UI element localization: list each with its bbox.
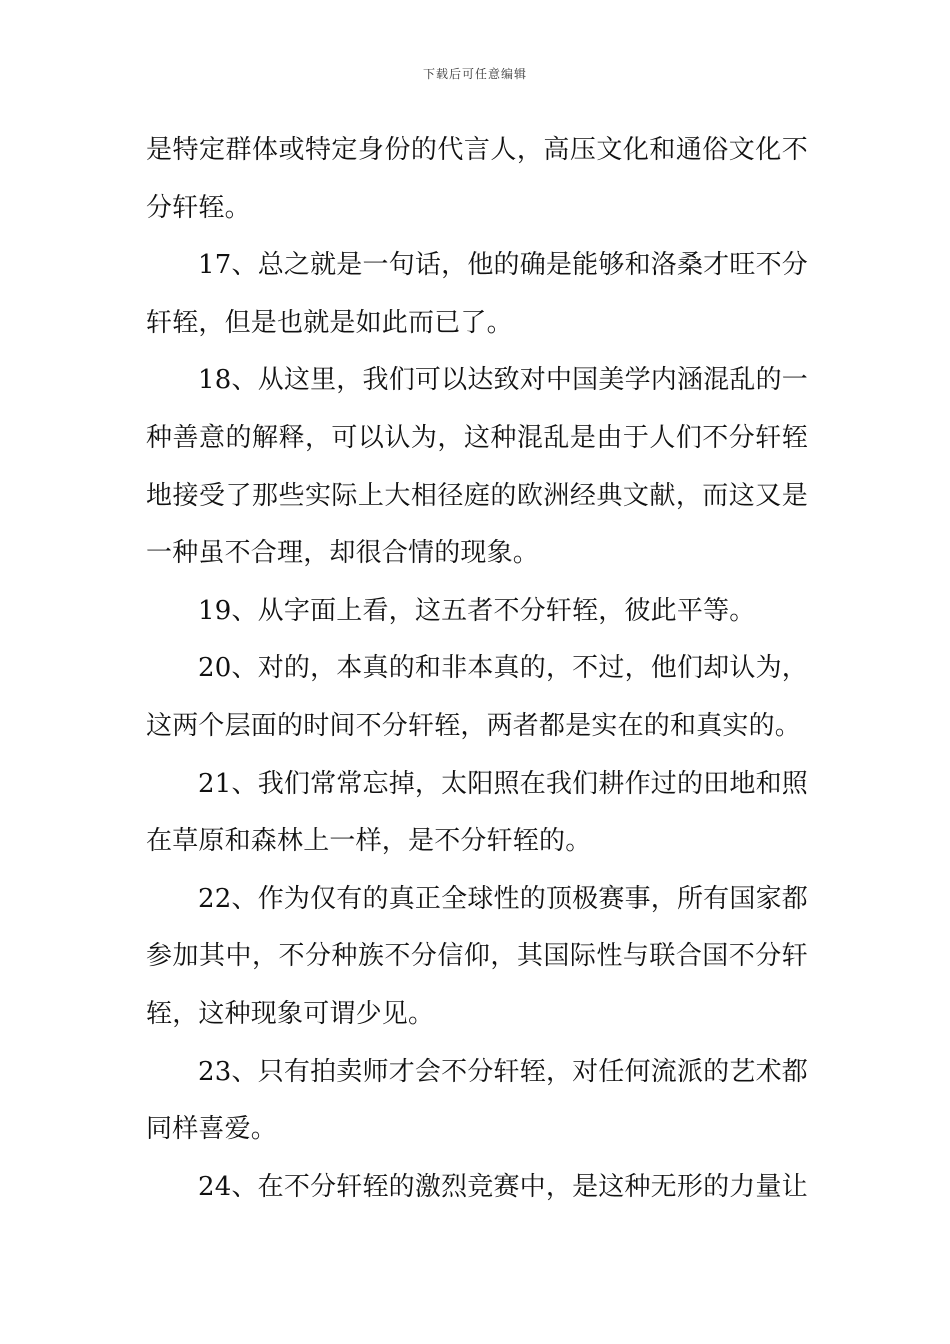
paragraph-18: 18、从这里，我们可以达致对中国美学内涵混乱的一种善意的解释，可以认为，这种混乱是由于人们不分轩轾地接受了那些实际上大相径庭的欧洲经典文献，而这又是一种虽不合理，却很合情的现象。	[146, 365, 808, 569]
paragraph-continuation: 是特定群体或特定身份的代言人，高压文化和通俗文化不分轩轾。	[146, 135, 808, 223]
paragraph-23: 23、只有拍卖师才会不分轩轾，对任何流派的艺术都同样喜爱。	[146, 1056, 808, 1145]
body-text	[146, 122, 808, 1216]
page-header-note: 下载后可任意编辑	[422, 67, 527, 81]
paragraph-21: 21、我们常常忘掉，太阳照在我们耕作过的田地和照在草原和森林上一样，是不分轩轾的。	[146, 768, 808, 857]
paragraph-19: 19、从字面上看，这五者不分轩轾，彼此平等。	[198, 595, 756, 626]
paragraph-24: 24、在不分轩轾的激烈竞赛中，是这种无形的力量让	[198, 1171, 808, 1202]
paragraph-22: 22、作为仅有的真正全球性的顶极赛事，所有国家都参加其中，不分种族不分信仰，其国际性与联合国不分轩轾，这种现象可谓少见。	[146, 883, 808, 1029]
paragraph-17: 17、总之就是一句话，他的确是能够和洛桑才旺不分轩轾，但是也就是如此而已了。	[146, 250, 808, 338]
paragraph-20: 20、对的，本真的和非本真的，不过，他们却认为，这两个层面的时间不分轩轾，两者都是实在的和真实的。	[146, 653, 808, 741]
